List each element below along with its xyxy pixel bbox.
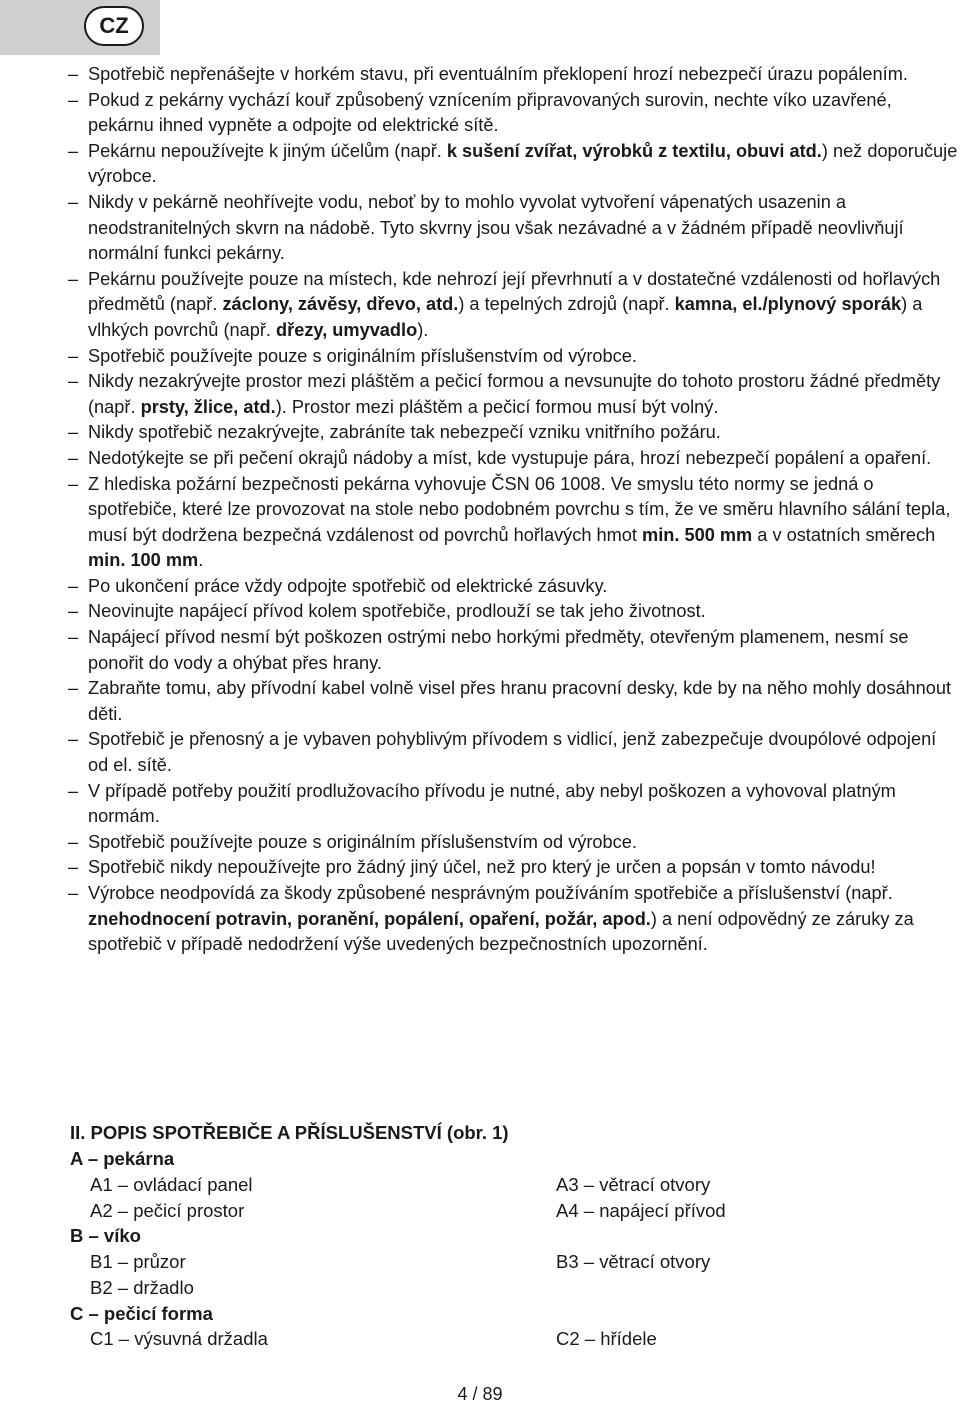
group-b-label: B – víko	[70, 1225, 141, 1246]
bullet-item	[68, 139, 958, 190]
bullet-text: Zabraňte tomu, aby přívodní kabel volně visel přes hranu pracovní desky, kde by na něho mohly dosáhnout děti.	[88, 678, 952, 724]
bullet-item	[68, 881, 958, 958]
bullet-text: Neovinujte napájecí přívod kolem spotřebiče, prodlouží se tak jeho životnost.	[88, 601, 706, 622]
section-heading: II. POPIS SPOTŘEBIČE A PŘÍSLUŠENSTVÍ (obr. 1)	[70, 1122, 509, 1143]
bullet-item	[68, 62, 958, 88]
bullet-text: ) a vlhkých povrchů (např.	[88, 294, 923, 340]
bullet-item	[68, 676, 958, 727]
safety-bullet-list	[68, 62, 958, 958]
bullet-item	[68, 779, 958, 830]
bullet-item	[68, 88, 958, 139]
bullet-text: .	[198, 550, 204, 571]
bullet-text: Spotřebič používejte pouze s originálním příslušenstvím od výrobce.	[88, 831, 637, 852]
bullet-text: V případě potřeby použití prodlužovacího přívodu je nutné, aby nebyl poškozen a vyhovoval platným normám.	[88, 780, 896, 827]
bullet-item	[68, 727, 958, 778]
bullet-text: ). Prostor mezi pláštěm a pečicí formou musí být volný.	[275, 396, 719, 417]
bullet-text: Spotřebič je přenosný a je vybaven pohyblivým přívodem s vidlicí, jenž zabezpečuje dvoupólové odpojení od el. sítě.	[88, 729, 937, 776]
bullet-bold-text: dřezy, umyvadlo	[276, 319, 418, 340]
bullet-bold-text: prsty, žlice, atd.	[140, 396, 276, 417]
bullet-text: Nikdy v pekárně neohřívejte vodu, neboť by to mohlo vyvolat vytvoření vápenatých usazenin a neodstranitelných skvrn na nádobě. Tyto skvrny jsou však nezávadné a v žádném případě neovlivňují normální funkci pekárny.	[88, 191, 904, 264]
bullet-text: Nikdy spotřebič nezakrývejte, zabráníte tak nebezpečí vzniku vnitřního požáru.	[88, 422, 721, 443]
bullet-item	[68, 267, 958, 344]
item-a2: A2 – pečicí prostor	[90, 1200, 245, 1221]
bullet-bold-text: min. 100 mm	[88, 550, 199, 571]
bullet-text: Pekárnu používejte pouze na místech, kde nehrozí její převrhnutí a v dostatečné vzdálenosti od hořlavých předmětů (např.	[88, 268, 941, 315]
bullet-item	[68, 344, 958, 370]
item-b2: B2 – držadlo	[90, 1277, 194, 1298]
bullet-text: Nikdy nezakrývejte prostor mezi pláštěm a pečicí formou a nevsunujte do tohoto prostoru žádné předměty (např.	[88, 371, 941, 417]
bullet-text: Spotřebič nepřenášejte v horkém stavu, při eventuálním překlopení hrozí nebezpečí úrazu popálením.	[88, 64, 908, 84]
header-tab	[0, 0, 160, 55]
bullet-bold-text: kamna, el./plynový sporák	[674, 294, 902, 315]
page-number: 4 / 89	[457, 1384, 503, 1404]
bullet-bold-text: min. 500 mm	[642, 524, 753, 545]
bullet-text: Výrobce neodpovídá za škody způsobené nesprávným používáním spotřebiče a příslušenství (např.	[88, 883, 893, 903]
item-a4: A4 – napájecí přívod	[556, 1200, 726, 1221]
bullet-item	[68, 625, 958, 676]
item-c2: C2 – hřídele	[556, 1328, 657, 1349]
bullet-text: Z hlediska požární bezpečnosti pekárna vyhovuje ČSN 06 1008. Ve smyslu této normy se jedná o spotřebiče, které lze provozovat na stole nebo podobném povrchu s tím, že ve směru hlavního sálání tepla, musí být dodržena bezpečná vzdálenost od povrchů hořlavých hmot	[88, 473, 951, 545]
bullet-text: Spotřebič používejte pouze s originálním příslušenstvím od výrobce.	[88, 345, 637, 366]
bullet-text: Pekárnu nepoužívejte k jiným účelům (např.	[88, 140, 447, 161]
bullet-item	[68, 472, 958, 574]
bullet-item	[68, 446, 958, 472]
group-a-label: A – pekárna	[70, 1148, 175, 1169]
bullet-text: Spotřebič nikdy nepoužívejte pro žádný jiný účel, než pro který je určen a popsán v tomto návodu!	[88, 857, 876, 878]
bullet-text: ) a tepelných zdrojů (např.	[458, 294, 675, 315]
group-c-label: C – pečicí forma	[70, 1303, 213, 1324]
bullet-item	[68, 830, 958, 856]
bullet-bold-text: k sušení zvířat, výrobků z textilu, obuvi atd.	[446, 140, 822, 161]
item-a1: A1 – ovládací panel	[90, 1174, 253, 1195]
bullet-bold-text: záclony, závěsy, dřevo, atd.	[222, 294, 459, 315]
bullet-item	[68, 599, 958, 625]
bullet-text: Po ukončení práce vždy odpojte spotřebič od elektrické zásuvky.	[88, 575, 608, 596]
bullet-text: Pokud z pekárny vychází kouř způsobený vznícením připravovaných surovin, nechte víko uzavřené, pekárnu ihned vypněte a odpojte od elektrické sítě.	[88, 89, 892, 136]
bullet-item	[68, 855, 958, 881]
bullet-text: ) než doporučuje výrobce.	[88, 140, 958, 187]
bullet-item	[68, 574, 958, 600]
bullet-text: ).	[417, 319, 429, 340]
bullet-text: Napájecí přívod nesmí být poškozen ostrými nebo horkými předměty, otevřeným plamenem, nesmí se ponořit do vody a ohýbat přes hrany.	[88, 627, 909, 673]
item-c1: C1 – výsuvná držadla	[90, 1328, 268, 1349]
bullet-text: ) a není odpovědný ze záruky za spotřebič v případě nedodržení výše uvedených bezpečnostních upozornění.	[88, 908, 914, 955]
bullet-item	[68, 190, 958, 267]
bullet-bold-text: znehodnocení potravin, poranění, popálení, opaření, požár, apod.	[88, 908, 651, 929]
bullet-text: Nedotýkejte se při pečení okrajů nádoby a míst, kde vystupuje pára, hrozí nebezpečí popálení a opaření.	[88, 447, 932, 468]
bullet-text: a v ostatních směrech	[752, 524, 936, 545]
bullet-item	[68, 369, 958, 420]
bullet-item	[68, 420, 958, 446]
language-badge: CZ	[84, 6, 144, 46]
item-b1: B1 – průzor	[90, 1251, 186, 1272]
item-a3: A3 – větrací otvory	[556, 1174, 711, 1195]
item-b3: B3 – větrací otvory	[556, 1251, 711, 1272]
